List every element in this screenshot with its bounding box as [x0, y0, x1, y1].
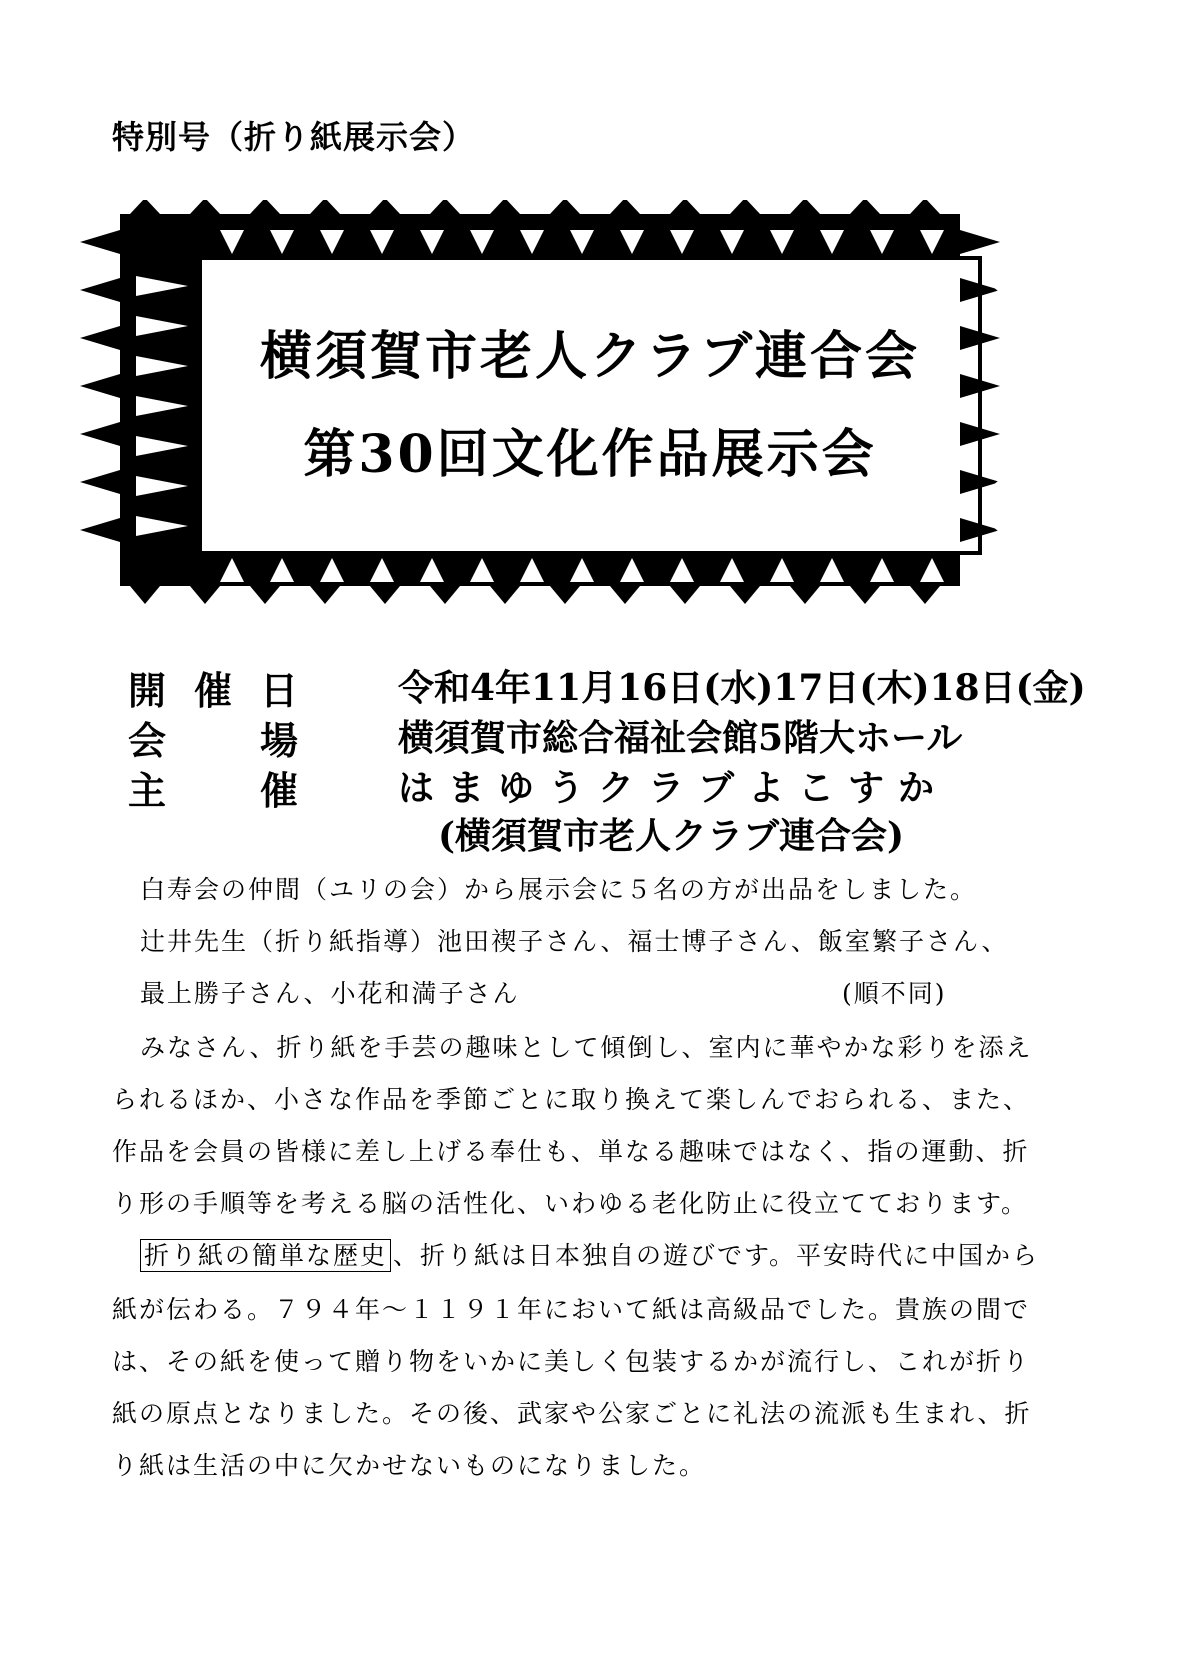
- event-date-label-char: 催: [193, 668, 232, 713]
- banner-tooth: [850, 200, 880, 214]
- banner-tooth: [250, 200, 280, 214]
- event-date-label-char: 開: [128, 668, 167, 713]
- banner-tooth: [130, 200, 160, 214]
- paragraph-2-text: 、折り紙は日本独自の遊びです。平安時代に中国から: [393, 1241, 1040, 1270]
- event-venue-label-char: 場: [259, 718, 298, 763]
- banner-tooth: [130, 586, 160, 604]
- event-venue-value: 横須賀市総合福祉会館5階大ホール: [398, 717, 963, 759]
- paragraph-1-line: られるほか、小さな作品を季節ごとに取り換えて楽しんでおられる、また、: [112, 1085, 1031, 1114]
- event-venue-row: [128, 710, 1128, 763]
- event-date-row: [128, 660, 1128, 713]
- banner-inner-tooth: [992, 436, 1004, 456]
- banner-inner-tooth: [992, 476, 1004, 496]
- paragraph-1-line: り形の手順等を考える脳の活性化、いわゆる老化防止に役立てております。: [112, 1189, 1029, 1218]
- banner-tooth: [490, 586, 520, 604]
- special-issue-label: 特別号（折り紙展示会）: [112, 118, 476, 156]
- banner-tooth: [370, 586, 400, 604]
- paragraph-2-line: [140, 1236, 1039, 1272]
- event-organizer-label: [128, 760, 298, 815]
- banner-title-exhibition: 第30回文化作品展示会: [303, 423, 877, 485]
- banner-tooth: [80, 470, 120, 494]
- banner-tooth: [190, 586, 220, 604]
- banner-inner-tooth: [992, 316, 1004, 336]
- paragraph-2-line: は、その紙を使って贈り物をいかに美しく包装するかが流行し、これが折り: [112, 1347, 1031, 1376]
- paragraph-2-line: り紙は生活の中に欠かせないものになりました。: [112, 1451, 707, 1480]
- banner-tooth: [730, 586, 760, 604]
- banner-tooth: [790, 200, 820, 214]
- banner-tooth: [610, 200, 640, 214]
- banner-tooth: [80, 230, 120, 254]
- paragraph-1-line: 作品を会員の皆様に差し上げる奉仕も、単なる趣味ではなく、指の運動、折: [112, 1137, 1030, 1166]
- banner-inner-tooth: [992, 516, 1004, 536]
- banner-inner-tooth: [992, 356, 1004, 376]
- paragraph-1-line: みなさん、折り紙を手芸の趣味として傾倒し、室内に華やかな彩りを添え: [140, 1033, 1033, 1062]
- event-venue-label-char: 会: [128, 718, 167, 763]
- event-date-value: 令和4年11月16日(水)17日(木)18日(金): [398, 667, 1086, 709]
- banner-title-organization: 横須賀市老人クラブ連合会: [259, 325, 920, 387]
- banner-tooth: [960, 230, 1000, 254]
- intro-line: 白寿会の仲間（ユリの会）から展示会に５名の方が出品をしました。: [140, 875, 978, 904]
- event-date-label: [128, 660, 298, 715]
- event-organizer-label-char: 催: [259, 768, 298, 813]
- banner-tooth: [910, 586, 940, 604]
- paragraph-2-line: 紙が伝わる。７９４年～１１９１年において紙は高級品でした。貴族の間で: [112, 1295, 1031, 1324]
- banner-content: [210, 268, 970, 543]
- banner-tooth: [430, 200, 460, 214]
- event-organizer-row: [128, 760, 1128, 813]
- event-venue-label: [128, 710, 298, 765]
- banner-tooth: [910, 200, 940, 214]
- banner-tooth: [430, 586, 460, 604]
- banner-tooth: [670, 200, 700, 214]
- event-organizer-label-char: 主: [128, 768, 167, 813]
- banner-inner-tooth: [992, 276, 1004, 296]
- banner-tooth: [80, 374, 120, 398]
- banner-tooth: [730, 200, 760, 214]
- members-line-1: 辻井先生（折り紙指導）池田禊子さん、福士博子さん、飯室繁子さん、: [140, 927, 1009, 956]
- banner-tooth: [670, 586, 700, 604]
- banner-tooth: [80, 326, 120, 350]
- banner-tooth: [850, 586, 880, 604]
- banner-tooth: [310, 200, 340, 214]
- banner-tooth: [80, 422, 120, 446]
- members-names: 最上勝子さん、小花和満子さん: [140, 979, 520, 1008]
- banner-tooth: [80, 518, 120, 542]
- banner-tooth: [610, 586, 640, 604]
- banner-tooth: [550, 586, 580, 604]
- banner-tooth: [190, 200, 220, 214]
- banner-tooth: [790, 586, 820, 604]
- banner-tooth: [310, 586, 340, 604]
- banner-inner-tooth: [992, 396, 1004, 416]
- history-heading-box: 折り紙の簡単な歴史: [140, 1239, 391, 1272]
- banner-tooth: [370, 200, 400, 214]
- banner-tooth: [550, 200, 580, 214]
- event-info: [128, 660, 1128, 857]
- banner-tooth: [250, 586, 280, 604]
- paragraph-2-line: 紙の原点となりました。その後、武家や公家ごとに礼法の流派も生まれ、折: [112, 1399, 1032, 1428]
- banner-tooth: [490, 200, 520, 214]
- members-line-2: [140, 974, 520, 1010]
- event-organizer-subtitle: (横須賀市老人クラブ連合会): [438, 815, 905, 857]
- event-organizer-value: はまゆうクラブよこすか: [398, 767, 949, 809]
- order-note: (順不同): [842, 979, 947, 1008]
- banner-tooth: [80, 278, 120, 302]
- event-date-label-char: 日: [259, 668, 298, 713]
